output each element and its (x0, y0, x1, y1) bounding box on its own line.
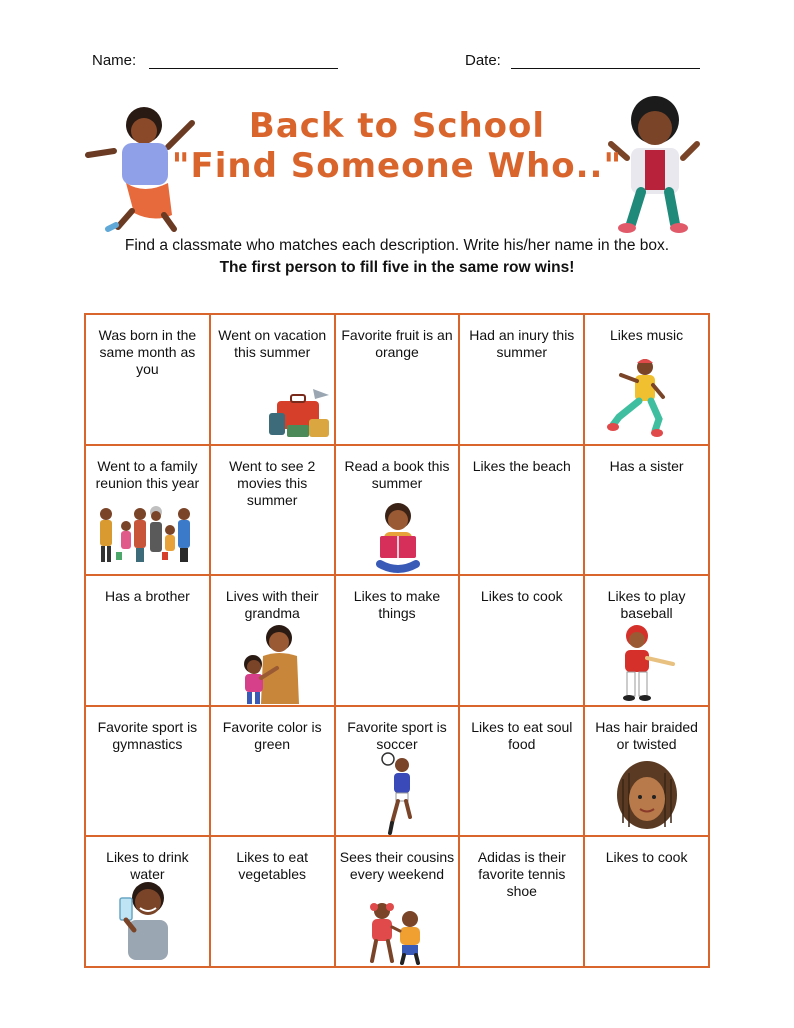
grid-cell[interactable] (210, 575, 335, 706)
cell-label: Was born in the same month as you (98, 327, 197, 377)
grid-cell[interactable] (210, 836, 335, 967)
cell-label: Favorite color is green (222, 718, 322, 752)
grid-cell[interactable] (335, 445, 460, 576)
cell-label: Sees their cousins every weekend (339, 849, 455, 883)
grandma-hug-icon (239, 624, 303, 704)
grid-cell[interactable] (335, 836, 460, 967)
grid-cell[interactable] (85, 314, 210, 445)
grid-cell[interactable] (459, 314, 584, 445)
grid-cell[interactable] (459, 836, 584, 967)
dancing-kid-icon (607, 357, 677, 437)
grid-cell[interactable] (335, 575, 460, 706)
name-line[interactable] (149, 68, 338, 69)
grid-cell[interactable] (459, 575, 584, 706)
date-field[interactable] (465, 52, 501, 69)
family-icon (96, 504, 200, 568)
cell-label: Has a sister (609, 457, 684, 474)
grid-cell[interactable] (584, 314, 709, 445)
title-line-2: "Find Someone Who.." (171, 146, 623, 186)
instructions-line-2: The first person to fill five in the same row wins! (219, 259, 575, 276)
instructions-line-1: Find a classmate who matches each description. Write his/her name in the box. (124, 237, 670, 254)
cell-label: Likes to play baseball (607, 588, 686, 622)
grid-cell[interactable] (584, 706, 709, 837)
cell-label: Likes to cook (480, 588, 563, 605)
grid-cell[interactable] (85, 706, 210, 837)
water-boy-icon (112, 880, 182, 960)
luggage-icon (269, 385, 333, 441)
cell-label: Favorite fruit is an orange (341, 327, 453, 360)
name-field[interactable] (92, 52, 136, 69)
grid-cell[interactable] (459, 445, 584, 576)
cell-label: Has a brother (104, 588, 190, 605)
grid-cell[interactable] (210, 314, 335, 445)
cell-label: Adidas is their favorite tennis shoe (477, 849, 566, 900)
cell-label: Likes to cook (605, 849, 688, 866)
date-line[interactable] (511, 68, 700, 69)
cell-label: Likes to drink water (106, 849, 189, 883)
cousins-icon (362, 901, 432, 965)
grid-cell[interactable] (85, 575, 210, 706)
grid-cell[interactable] (335, 706, 460, 837)
name-label: Name: (92, 52, 137, 69)
cell-label: Likes the beach (472, 457, 571, 474)
cell-label: Likes music (610, 327, 684, 343)
grid-cell[interactable] (584, 445, 709, 576)
grid-cell[interactable] (210, 706, 335, 837)
cell-label: Likes to eat vegetables (236, 849, 308, 883)
cell-label: Likes to make things (353, 588, 441, 622)
cell-label: Went on vacation this summer (218, 327, 327, 360)
grid-cell[interactable] (584, 836, 709, 967)
title-line-1: Back to School (248, 106, 546, 146)
baseball-player-icon (617, 624, 677, 704)
cell-label: Favorite sport is gymnastics (97, 718, 198, 752)
cell-label: Likes to eat soul food (471, 718, 573, 752)
grid-cell[interactable] (210, 445, 335, 576)
grid-cell[interactable] (85, 445, 210, 576)
grid-cell[interactable] (335, 314, 460, 445)
cell-label: Went to see 2 movies this summer (229, 457, 316, 508)
date-label: Date: (465, 52, 501, 69)
cell-label: Favorite sport is soccer (347, 718, 447, 752)
cell-label: Read a book this summer (344, 457, 450, 491)
soccer-player-icon (378, 751, 418, 835)
cell-label: Went to a family reunion this year (95, 457, 200, 491)
reading-boy-icon (374, 502, 422, 576)
cell-label: Had an inury this summer (469, 327, 575, 360)
cell-label: Has hair braided or twisted (595, 718, 698, 752)
braided-girl-icon (615, 759, 679, 835)
cell-label: Lives with their grandma (225, 588, 319, 622)
bingo-grid (84, 313, 710, 968)
grid-cell[interactable] (584, 575, 709, 706)
grid-cell[interactable] (459, 706, 584, 837)
